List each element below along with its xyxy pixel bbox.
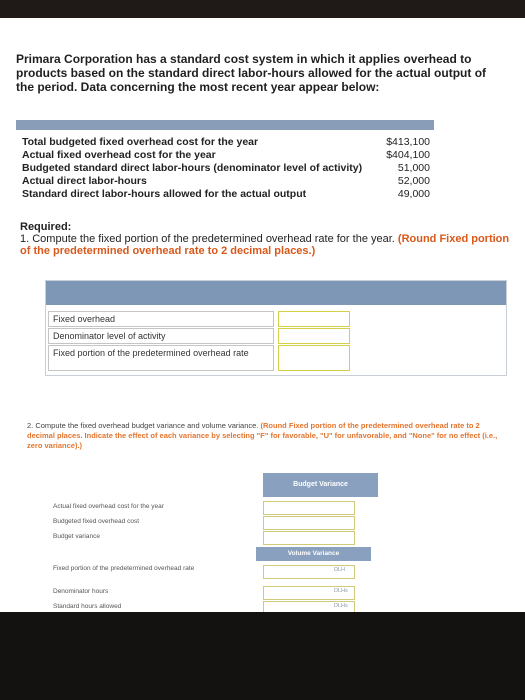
given-label: Standard direct labor-hours allowed for the actual output	[22, 188, 307, 200]
vv-denominator-label: Denominator hours	[53, 588, 109, 595]
question-1: 1. Compute the fixed portion of the predetermined overhead rate for the year.	[20, 233, 395, 245]
photo-top-edge	[0, 0, 525, 18]
question-1-note: (Round Fixed portion of the predetermined overhead rate to 2 decimal places.)	[20, 233, 510, 257]
problem-intro: Primara Corporation has a standard cost system in which it applies overhead to products based on the standard direct labor-hours allowed for the actual output of the period. Data concerning the most recent year appear below:	[16, 52, 487, 94]
fixed-overhead-label: Fixed overhead	[48, 311, 274, 327]
question-2	[27, 421, 507, 451]
given-row	[22, 149, 430, 160]
photo-bottom-edge	[0, 612, 525, 700]
given-row	[22, 175, 430, 186]
required-section	[20, 221, 510, 257]
vv-rate-label: Fixed portion of the predetermined overhead rate	[53, 565, 195, 572]
fixed-overhead-input[interactable]	[278, 311, 350, 327]
given-label: Budgeted standard direct labor-hours (denominator level of activity)	[22, 162, 363, 174]
vv-standard-hours-label: Standard hours allowed	[53, 603, 122, 610]
given-label: Actual fixed overhead cost for the year	[22, 149, 216, 161]
budget-variance-input[interactable]	[263, 531, 355, 545]
vv-rate-unit: DLH	[334, 567, 346, 573]
given-label: Actual direct labor-hours	[22, 175, 147, 187]
rate-table	[45, 280, 507, 376]
actual-fixed-oh-input[interactable]	[263, 501, 355, 515]
question-2-note: (Round Fixed portion of the predetermined overhead rate to 2 decimal places. Indicate the effect of each variance by selecting "F" for favorable, "U" for unfavorable, and "None" for no effect (i.e., zero variance).)	[27, 421, 498, 450]
fixed-rate-label: Fixed portion of the predetermined overhead rate	[48, 345, 274, 371]
rate-table-header	[46, 281, 506, 305]
denominator-label: Denominator level of activity	[48, 328, 274, 344]
given-row	[22, 162, 430, 173]
required-heading: Required:	[20, 221, 72, 233]
given-row	[22, 188, 430, 199]
denominator-input[interactable]	[278, 328, 350, 344]
budget-variance-label: Budget variance	[53, 533, 100, 540]
worksheet-page	[0, 18, 525, 612]
budget-variance-header: Budget Variance	[263, 473, 378, 497]
vv-standard-hours-unit: DLHs	[334, 603, 348, 609]
given-value: 51,000	[397, 162, 430, 174]
given-data-table	[16, 120, 434, 216]
given-value: $404,100	[386, 149, 430, 161]
budgeted-fixed-oh-input[interactable]	[263, 516, 355, 530]
given-value: $413,100	[386, 136, 430, 148]
given-row	[22, 136, 430, 147]
actual-fixed-oh-label: Actual fixed overhead cost for the year	[53, 503, 164, 510]
given-value: 52,000	[397, 175, 430, 187]
volume-variance-header: Volume Variance	[256, 547, 371, 561]
budgeted-fixed-oh-label: Budgeted fixed overhead cost	[53, 518, 140, 525]
variance-tables	[38, 473, 518, 633]
given-label: Total budgeted fixed overhead cost for the year	[22, 136, 259, 148]
fixed-rate-input[interactable]	[278, 345, 350, 371]
given-value: 49,000	[397, 188, 430, 200]
question-2-text: 2. Compute the fixed overhead budget variance and volume variance.	[27, 421, 259, 430]
vv-denominator-unit: DLHs	[334, 588, 348, 594]
